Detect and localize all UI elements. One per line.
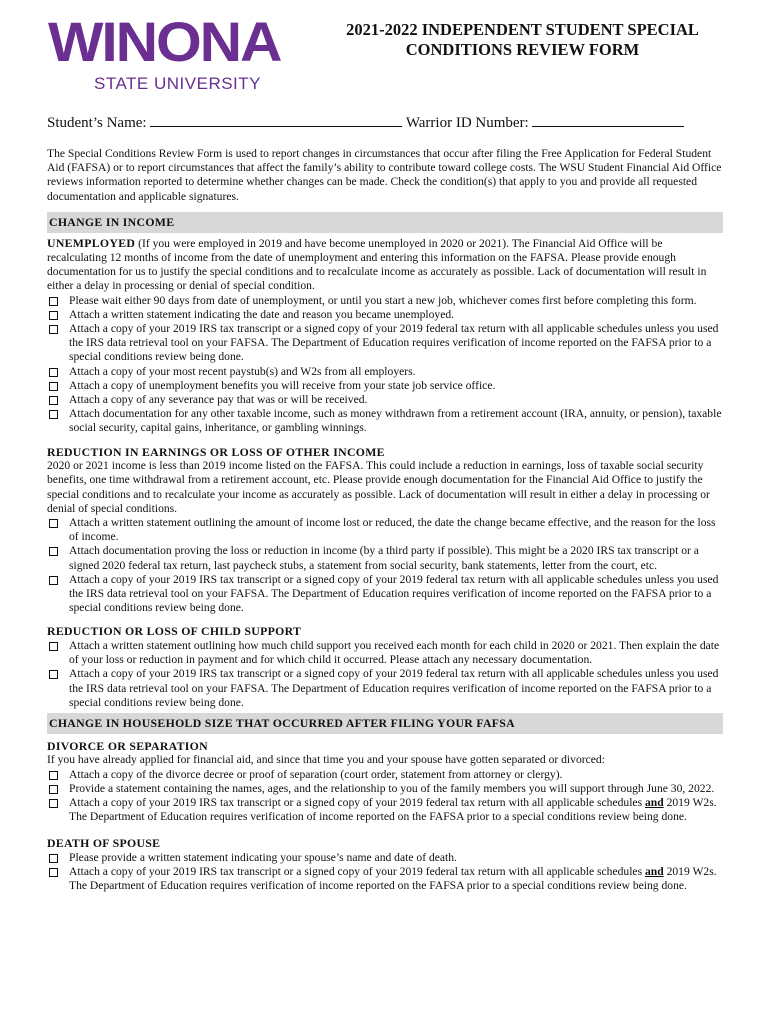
checkbox[interactable] <box>49 382 58 391</box>
checklist-item: Attach a written statement outlining how much child support you received each month for each child in 2020 or 2021. Then explain the date of your loss or reduction in payment and for which child it occurred. Please attach any necessary documentation. <box>47 639 723 667</box>
checklist-item: Attach a copy of your 2019 IRS tax transcript or a signed copy of your 2019 federal tax return with all applicable schedules unless you used the IRS data retrieval tool on your FAFSA. The Department of Education requires verification of income reported on the FAFSA prior to a special conditions review being done. <box>47 322 723 365</box>
death-of-spouse-title: DEATH OF SPOUSE <box>47 836 161 851</box>
checklist-item: Please provide a written statement indicating your spouse’s name and date of death. <box>47 851 723 865</box>
form-title-line1: 2021-2022 INDEPENDENT STUDENT SPECIAL <box>346 20 699 39</box>
checklist-item: Attach a copy of unemployment benefits you will receive from your state job service office. <box>47 379 723 393</box>
unemployed-section <box>47 236 723 436</box>
checklist-item: Attach a copy of your 2019 IRS tax transcript or a signed copy of your 2019 federal tax return with all applicable schedules and 2019 W2s. The Department of Education requires verification of income reported on the FAFSA prior to a special conditions review being done. <box>47 796 723 824</box>
divorce-checklist <box>47 768 723 825</box>
checkbox[interactable] <box>49 576 58 585</box>
checkbox[interactable] <box>49 325 58 334</box>
reduction-earnings-text: 2020 or 2021 income is less than 2019 income listed on the FAFSA. This could include a reduction in earnings, loss of taxable social security benefits, one time withdrawal from a retirement account, etc. Please provide enough documentation for the Financial Aid Office to justify the special conditions and to recalculate your income as accurately as possible. Lack of documentation will result in either a delay in processing or denial of special conditions. <box>47 459 710 515</box>
checkbox[interactable] <box>49 368 58 377</box>
checklist-item: Attach documentation proving the loss or reduction in income (by a third party if possible). This might be a 2020 IRS tax transcript or a signed 2020 federal tax return, last paycheck stubs, a statement from social security, bank statements, letter from the court, etc. <box>47 544 723 572</box>
checkbox[interactable] <box>49 410 58 419</box>
checklist-item: Attach a copy of any severance pay that was or will be received. <box>47 393 723 407</box>
form-title <box>300 20 745 60</box>
student-name-field[interactable] <box>150 112 402 127</box>
death-of-spouse-checklist <box>47 851 723 894</box>
checkbox[interactable] <box>49 311 58 320</box>
unemployed-checklist <box>47 294 723 436</box>
form-title-line2: CONDITIONS REVIEW FORM <box>405 40 640 59</box>
checklist-item: Attach a copy of your 2019 IRS tax transcript or a signed copy of your 2019 federal tax return with all applicable schedules unless you used the IRS data retrieval tool on your FAFSA. The Department of Education requires verification of income reported on the FAFSA prior to a special conditions review being done. <box>47 667 723 710</box>
divorce-section <box>47 739 723 825</box>
checkbox[interactable] <box>49 799 58 808</box>
unemployed-text: (If you were employed in 2019 and have become unemployed in 2020 or 2021). The Financial Aid Office will be recalculating 12 months of income from the date of unemployment and entering this information on the FAFSA. Please provide enough documentation for us to justify the special conditions and to recalculate income as accurately as possible. Lack of documentation will result in either a delay in processing or denial of special condition. <box>47 236 707 293</box>
checklist-item: Provide a statement containing the names, ages, and the relationship to you of the family members you will support through June 30, 2022. <box>47 782 723 796</box>
reduction-earnings-checklist <box>47 516 723 615</box>
student-name-label: Student’s Name: <box>47 115 147 131</box>
section-header-household: CHANGE IN HOUSEHOLD SIZE THAT OCCURRED AFTER FILING YOUR FAFSA <box>47 713 723 734</box>
checkbox[interactable] <box>49 670 58 679</box>
unemployed-title: UNEMPLOYED <box>47 235 136 250</box>
logo-wordmark: WINONA <box>48 10 281 73</box>
reduction-earnings-title: REDUCTION IN EARNINGS OR LOSS OF OTHER INCOME <box>47 444 385 459</box>
winona-state-logo <box>48 10 288 98</box>
child-support-checklist <box>47 639 723 710</box>
checkbox[interactable] <box>49 785 58 794</box>
checkbox[interactable] <box>49 642 58 651</box>
warrior-id-field[interactable] <box>532 112 684 127</box>
death-of-spouse-section <box>47 836 723 893</box>
section-header-income: CHANGE IN INCOME <box>47 212 723 233</box>
child-support-section <box>47 624 723 710</box>
student-info-line <box>47 112 723 133</box>
checklist-item: Attach a copy of the divorce decree or proof of separation (court order, statement from attorney or clergy). <box>47 768 723 782</box>
checklist-item: Attach a written statement outlining the amount of income lost or reduced, the date the change became effective, and the reason for the loss of income. <box>47 516 723 544</box>
checkbox[interactable] <box>49 297 58 306</box>
checkbox[interactable] <box>49 519 58 528</box>
checklist-item: Attach a copy of your most recent paystub(s) and W2s from all employers. <box>47 365 723 379</box>
checklist-item: Attach a copy of your 2019 IRS tax transcript or a signed copy of your 2019 federal tax return with all applicable schedules unless you used the IRS data retrieval tool on your FAFSA. The Department of Education requires verification of income reported on the FAFSA prior to a special conditions review being done. <box>47 573 723 616</box>
checklist-item: Attach documentation for any other taxable income, such as money withdrawn from a retirement account (IRA, annuity, or pension), taxable social security, capital gains, inheritance, or gambling winnings. <box>47 407 723 435</box>
logo-subtitle: STATE UNIVERSITY <box>94 74 262 93</box>
form-body <box>47 112 723 894</box>
checkbox[interactable] <box>49 547 58 556</box>
checkbox[interactable] <box>49 868 58 877</box>
divorce-title: DIVORCE OR SEPARATION <box>47 738 208 753</box>
child-support-title: REDUCTION OR LOSS OF CHILD SUPPORT <box>47 624 302 639</box>
checkbox[interactable] <box>49 396 58 405</box>
checkbox[interactable] <box>49 771 58 780</box>
checkbox[interactable] <box>49 854 58 863</box>
warrior-id-label: Warrior ID Number: <box>405 115 529 131</box>
reduction-earnings-section <box>47 445 723 616</box>
checklist-item: Attach a written statement indicating the date and reason you became unemployed. <box>47 308 723 322</box>
checklist-item: Please wait either 90 days from date of unemployment, or until you start a new job, whichever comes first before completing this form. <box>47 294 723 308</box>
intro-paragraph: The Special Conditions Review Form is used to report changes in circumstances that occur after filing the Free Application for Federal Student Aid (FAFSA) or to report circumstances that affect the family’s ability to contribute toward college costs. The WSU Student Financial Aid Office reviews information reported to determine whether changes can be made. Check the condition(s) that apply to you and provide all requested documentation and applicable signatures. <box>47 147 722 203</box>
checklist-item: Attach a copy of your 2019 IRS tax transcript or a signed copy of your 2019 federal tax return with all applicable schedules and 2019 W2s. The Department of Education requires verification of income reported on the FAFSA prior to a special conditions review being done. <box>47 865 723 893</box>
divorce-text: If you have already applied for financial aid, and since that time you and your spouse have gotten separated or divorced: <box>47 753 605 767</box>
